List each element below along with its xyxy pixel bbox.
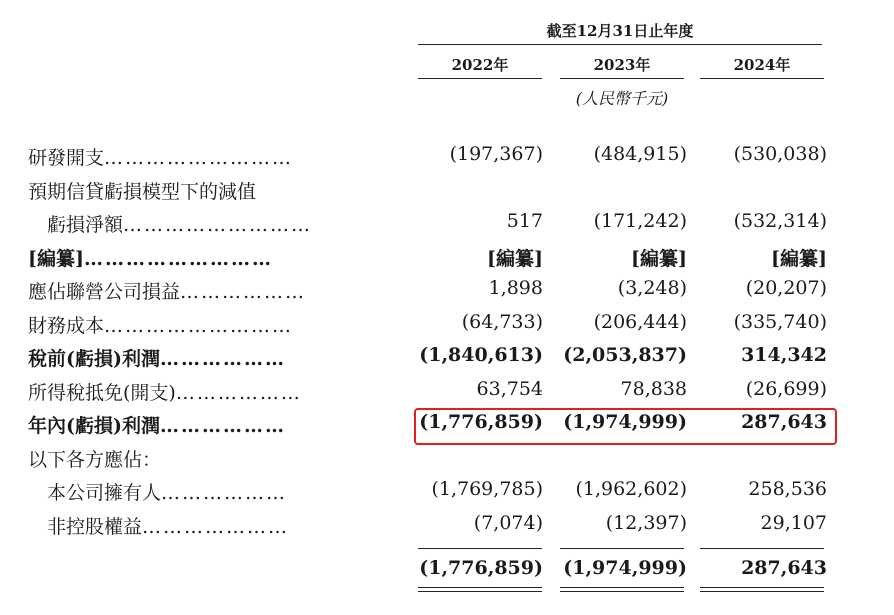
row-value: (484,915) bbox=[593, 143, 687, 165]
row-value: (26,699) bbox=[745, 378, 827, 400]
row-label bbox=[28, 244, 420, 271]
row-label-text: 研發開支 bbox=[28, 147, 105, 169]
row-label-text: 財務成本 bbox=[28, 315, 105, 337]
row-label bbox=[28, 411, 420, 438]
row-label bbox=[28, 177, 420, 204]
total-rule-bottom-a-2022 bbox=[418, 587, 542, 588]
row-value: (1,769,785) bbox=[431, 478, 543, 500]
row-value: 63,754 bbox=[476, 378, 543, 400]
currency-unit: (人民幣千元) bbox=[575, 89, 669, 108]
total-rule-top-2023 bbox=[560, 548, 684, 549]
leader-dots: ……………………… bbox=[104, 147, 294, 169]
year-2024-rule bbox=[700, 78, 824, 79]
row-value: (171,242) bbox=[593, 210, 687, 232]
row-value: (335,740) bbox=[733, 311, 827, 333]
period-header: 截至12月31日止年度 bbox=[546, 22, 694, 40]
total-rule-bottom-b-2023 bbox=[560, 591, 684, 592]
year-2024-header: 2024年 bbox=[733, 56, 791, 74]
total-rule-top-2024 bbox=[700, 548, 824, 549]
period-header-rule bbox=[418, 44, 822, 45]
leader-dots: ……………………… bbox=[83, 248, 273, 270]
row-label-text: 虧損淨額 bbox=[28, 214, 124, 236]
row-value: (206,444) bbox=[593, 311, 687, 333]
row-value: (7,074) bbox=[473, 512, 543, 534]
row-label-text: 非控股權益 bbox=[28, 516, 143, 538]
leader-dots: ……………… bbox=[175, 382, 302, 404]
row-value: 287,643 bbox=[741, 411, 827, 433]
leader-dots: ……………………… bbox=[123, 214, 313, 236]
row-value: 517 bbox=[506, 210, 543, 232]
total-rule-bottom-b-2024 bbox=[700, 591, 824, 592]
row-label bbox=[28, 143, 420, 170]
total-2022: (1,776,859) bbox=[419, 557, 543, 579]
row-label-text: 以下各方應佔： bbox=[28, 449, 162, 471]
row-label bbox=[28, 344, 420, 371]
leader-dots: ……………… bbox=[161, 482, 288, 504]
row-value: [編纂] bbox=[487, 248, 543, 270]
total-rule-top-2022 bbox=[418, 548, 542, 549]
row-label-text: 本公司擁有人 bbox=[28, 482, 162, 504]
row-value: (1,974,999) bbox=[563, 411, 687, 433]
row-value: (64,733) bbox=[461, 311, 543, 333]
row-label-text: 應佔聯營公司損益 bbox=[28, 281, 181, 303]
row-label bbox=[28, 445, 420, 472]
total-2024: 287,643 bbox=[741, 557, 827, 579]
total-rule-bottom-a-2023 bbox=[560, 587, 684, 588]
row-value: 78,838 bbox=[620, 378, 687, 400]
row-value: 314,342 bbox=[741, 344, 827, 366]
row-value: (197,367) bbox=[449, 143, 543, 165]
leader-dots: ……………………… bbox=[104, 315, 294, 337]
row-label-text: 年內(虧損)利潤 bbox=[28, 415, 160, 437]
year-2023-rule bbox=[560, 78, 684, 79]
row-value: (530,038) bbox=[733, 143, 827, 165]
row-value: (2,053,837) bbox=[563, 344, 687, 366]
row-label bbox=[28, 277, 420, 304]
row-value: (1,840,613) bbox=[419, 344, 543, 366]
year-2023-header: 2023年 bbox=[593, 56, 651, 74]
year-2022-header: 2022年 bbox=[451, 56, 509, 74]
row-value: 1,898 bbox=[488, 277, 543, 299]
row-value: (20,207) bbox=[745, 277, 827, 299]
row-label bbox=[28, 512, 420, 539]
row-value: [編纂] bbox=[631, 248, 687, 270]
row-value: (3,248) bbox=[617, 277, 687, 299]
leader-dots: ……………… bbox=[159, 348, 286, 370]
row-label-text: 稅前(虧損)利潤 bbox=[28, 348, 160, 370]
row-label-text: 所得稅抵免(開支) bbox=[28, 382, 176, 404]
row-value: [編纂] bbox=[771, 248, 827, 270]
leader-dots: ……………… bbox=[180, 281, 307, 303]
row-value: (1,962,602) bbox=[575, 478, 687, 500]
row-label bbox=[28, 311, 420, 338]
row-label bbox=[28, 378, 420, 405]
row-label-text: [編纂] bbox=[28, 248, 84, 270]
total-2023: (1,974,999) bbox=[563, 557, 687, 579]
row-value: (1,776,859) bbox=[419, 411, 543, 433]
total-rule-bottom-a-2024 bbox=[700, 587, 824, 588]
row-label bbox=[28, 210, 420, 237]
row-value: (12,397) bbox=[605, 512, 687, 534]
row-value: 258,536 bbox=[748, 478, 827, 500]
row-label bbox=[28, 478, 420, 505]
leader-dots: ………………… bbox=[142, 516, 290, 538]
row-value: (532,314) bbox=[733, 210, 827, 232]
year-2022-rule bbox=[418, 78, 542, 79]
row-label-text: 預期信貸虧損模型下的減值 bbox=[28, 181, 257, 203]
leader-dots: ……………… bbox=[159, 415, 286, 437]
total-rule-bottom-b-2022 bbox=[418, 591, 542, 592]
row-value: 29,107 bbox=[760, 512, 827, 534]
